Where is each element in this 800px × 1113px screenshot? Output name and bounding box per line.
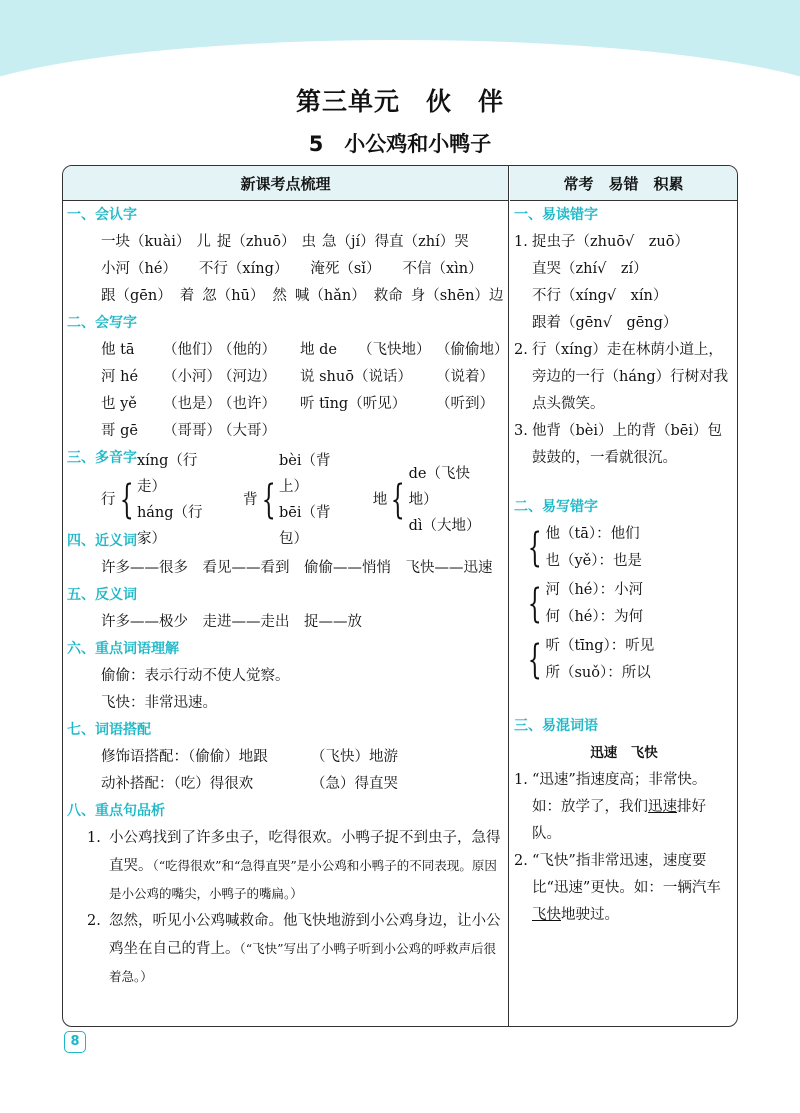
section-title: 一、易读错字 bbox=[514, 207, 598, 223]
list-item: 1. 小公鸡找到了许多虫子，吃得很欢。小鸭子捉不到虫子，急得直哭。（“吃得很欢”和“急得直哭”是小公鸡和小鸭子的不同表现。原因是小公鸡的嘴尖，小鸭子的嘴扁。） bbox=[87, 830, 501, 901]
list-item: 一块（kuài） 儿 捉（zhuō） 虫 急（jí）得直（zhí）哭 bbox=[101, 234, 469, 250]
section-title: 二、易写错字 bbox=[514, 499, 598, 515]
section-title: 四、近义词 bbox=[67, 533, 137, 549]
list-item: 2. 行（xíng）走在林荫小道上，旁边的一行（háng）行树对我点头微笑。 bbox=[514, 342, 729, 412]
word-pair: { 听（tīng）：听见 所（suǒ）：所以 bbox=[527, 637, 655, 683]
list-item: 偷偷：表示行动不使人觉察。 bbox=[101, 668, 290, 684]
subtitle: 迅速 飞快 bbox=[590, 745, 658, 761]
polyphone-group: 地 { de（飞快地） dì（大地） bbox=[372, 466, 481, 534]
section-title: 五、反义词 bbox=[67, 587, 137, 603]
lesson-title: 5 小公鸡和小鸭子 bbox=[308, 132, 492, 156]
word-pair: { 河（hé）：小河 何（hé）：为何 bbox=[527, 581, 644, 627]
section-title: 三、多音字 bbox=[67, 450, 137, 466]
content-frame bbox=[62, 165, 738, 1027]
list-item: 动补搭配：（吃）得很欢 （急）得直哭 bbox=[101, 776, 398, 792]
right-column bbox=[514, 202, 734, 929]
list-item: 3. 他背（bèi）上的背（bēi）包鼓鼓的，一看就很沉。 bbox=[514, 423, 723, 466]
section-title: 六、重点词语理解 bbox=[67, 641, 179, 657]
unit-title: 第三单元 伙 伴 bbox=[295, 87, 504, 116]
left-column bbox=[67, 202, 509, 991]
list-item: 跟着（gēn√ gēng） bbox=[532, 315, 678, 331]
brace-icon: { bbox=[527, 637, 542, 683]
list-item: 许多——很多 看见——看到 偷偷——悄悄 飞快——迅速 bbox=[101, 560, 493, 576]
list-item: 他 tā （他们）（他的） 地 de （飞快地） （偷偷地） bbox=[101, 342, 509, 358]
list-item: 河 hé （小河）（河边） 说 shuō（说话） （说着） bbox=[101, 369, 494, 385]
list-item: 修饰语搭配：（偷偷）地跟 （飞快）地游 bbox=[101, 749, 398, 765]
brace-icon: { bbox=[261, 477, 276, 523]
list-item: 跟（gēn） 着 忽（hū） 然 喊（hǎn） 救命 身（shēn）边 bbox=[101, 288, 504, 304]
section-title: 一、会认字 bbox=[67, 207, 137, 223]
list-item: 许多——极少 走进——走出 捉——放 bbox=[101, 614, 362, 630]
list-item: 1. “迅速”指速度高；非常快。如：放学了，我们迅速排好队。 bbox=[514, 772, 707, 842]
right-column-heading: 常考 易错 积累 bbox=[510, 166, 737, 201]
brace-icon: { bbox=[527, 525, 542, 571]
section-title: 二、会写字 bbox=[67, 315, 137, 331]
list-item: 1. 捉虫子（zhuō√ zuō） bbox=[514, 234, 689, 250]
brace-icon: { bbox=[390, 477, 405, 523]
section-title: 三、易混词语 bbox=[514, 718, 598, 734]
list-item: 2. 忽然，听见小公鸡喊救命。他飞快地游到小公鸡身边，让小公鸡坐在自己的背上。（“飞快”写出了小鸭子听到小公鸡的呼救声后很着急。） bbox=[87, 913, 501, 984]
list-item: 小河（hé） 不行（xíng） 淹死（sǐ） 不信（xìn） bbox=[101, 261, 483, 277]
section-title: 七、词语搭配 bbox=[67, 722, 151, 738]
left-column-heading: 新课考点梳理 bbox=[63, 166, 508, 201]
list-item: 直哭（zhí√ zí） bbox=[532, 261, 648, 277]
brace-icon: { bbox=[119, 477, 134, 523]
list-item: 飞快：非常迅速。 bbox=[101, 695, 217, 711]
column-divider bbox=[508, 166, 509, 1026]
list-item: 2. “飞快”指非常迅速，速度要比“迅速”更快。如：一辆汽车飞快地驶过。 bbox=[514, 853, 721, 923]
list-item: 也 yě （也是）（也许） 听 tīng（听见） （听到） bbox=[101, 396, 494, 412]
section-title: 八、重点句品析 bbox=[67, 803, 165, 819]
list-item: 不行（xíng√ xín） bbox=[532, 288, 668, 304]
page-number: 8 bbox=[64, 1031, 86, 1053]
polyphone-group: 背 { bèi（背上） bēi（背包） bbox=[243, 453, 331, 547]
polyphone-group: 行 { xíng（行走） háng（行家） bbox=[101, 453, 203, 547]
list-item: 哥 gē （哥哥）（大哥） bbox=[101, 423, 276, 439]
brace-icon: { bbox=[527, 581, 542, 627]
word-pair: { 他（tā）：他们 也（yě）：也是 bbox=[527, 525, 642, 571]
